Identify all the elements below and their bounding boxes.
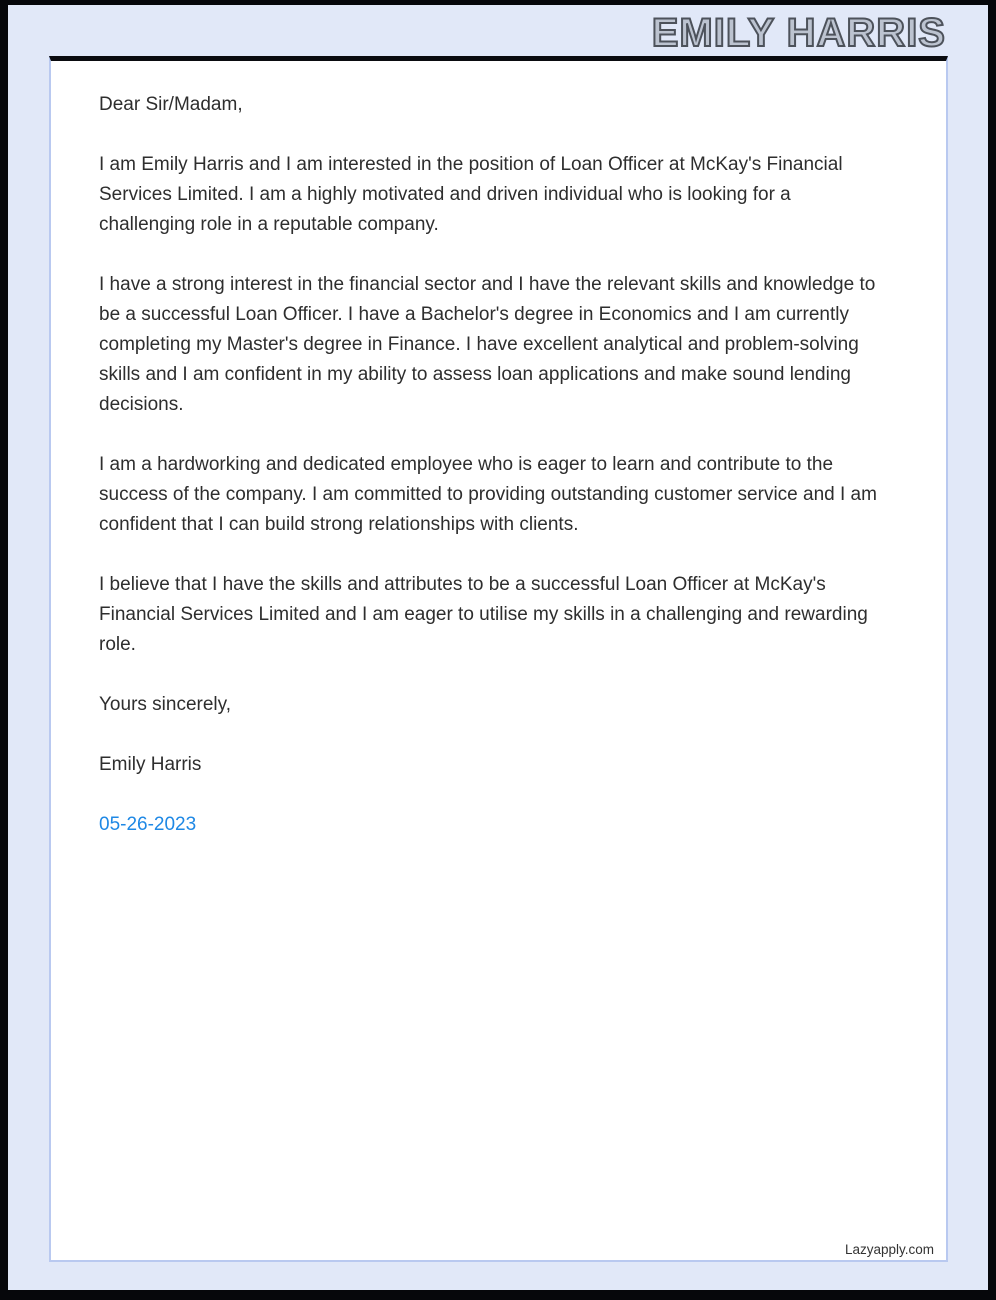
letter-paragraph: I am Emily Harris and I am interested in the position of Loan Officer at McKay's Financial Services Limited. I am a highly motivated and driven individual who is looking for a challenging role in a reputable company.	[99, 154, 843, 235]
salutation: Dear Sir/Madam,	[99, 94, 243, 115]
cover-letter-body	[49, 56, 948, 1262]
letter-date: 05-26-2023	[99, 814, 197, 835]
page-background	[8, 5, 988, 1290]
brand-watermark: Lazyapply.com	[844, 1242, 934, 1257]
letter-paragraph: I believe that I have the skills and attributes to be a successful Loan Officer at McKay's Financial Services Limited and I am eager to utilise my skills in a challenging and rewarding role.	[99, 574, 868, 655]
closing: Yours sincerely,	[99, 694, 232, 715]
letter-content	[51, 61, 946, 840]
letter-paragraph: I am a hardworking and dedicated employee who is eager to learn and contribute to the success of the company. I am committed to providing outstanding customer service and I am confident that I can build strong relationships with clients.	[99, 454, 877, 535]
page-title: EMILY HARRIS	[651, 11, 946, 55]
signature-name: Emily Harris	[99, 754, 202, 775]
letter-paragraph: I have a strong interest in the financial sector and I have the relevant skills and knowledge to be a successful Loan Officer. I have a Bachelor's degree in Economics and I am currently completing my Master's degree in Finance. I have excellent analytical and problem-solving skills and I am confident in my ability to assess loan applications and make sound lending decisions.	[99, 274, 876, 415]
